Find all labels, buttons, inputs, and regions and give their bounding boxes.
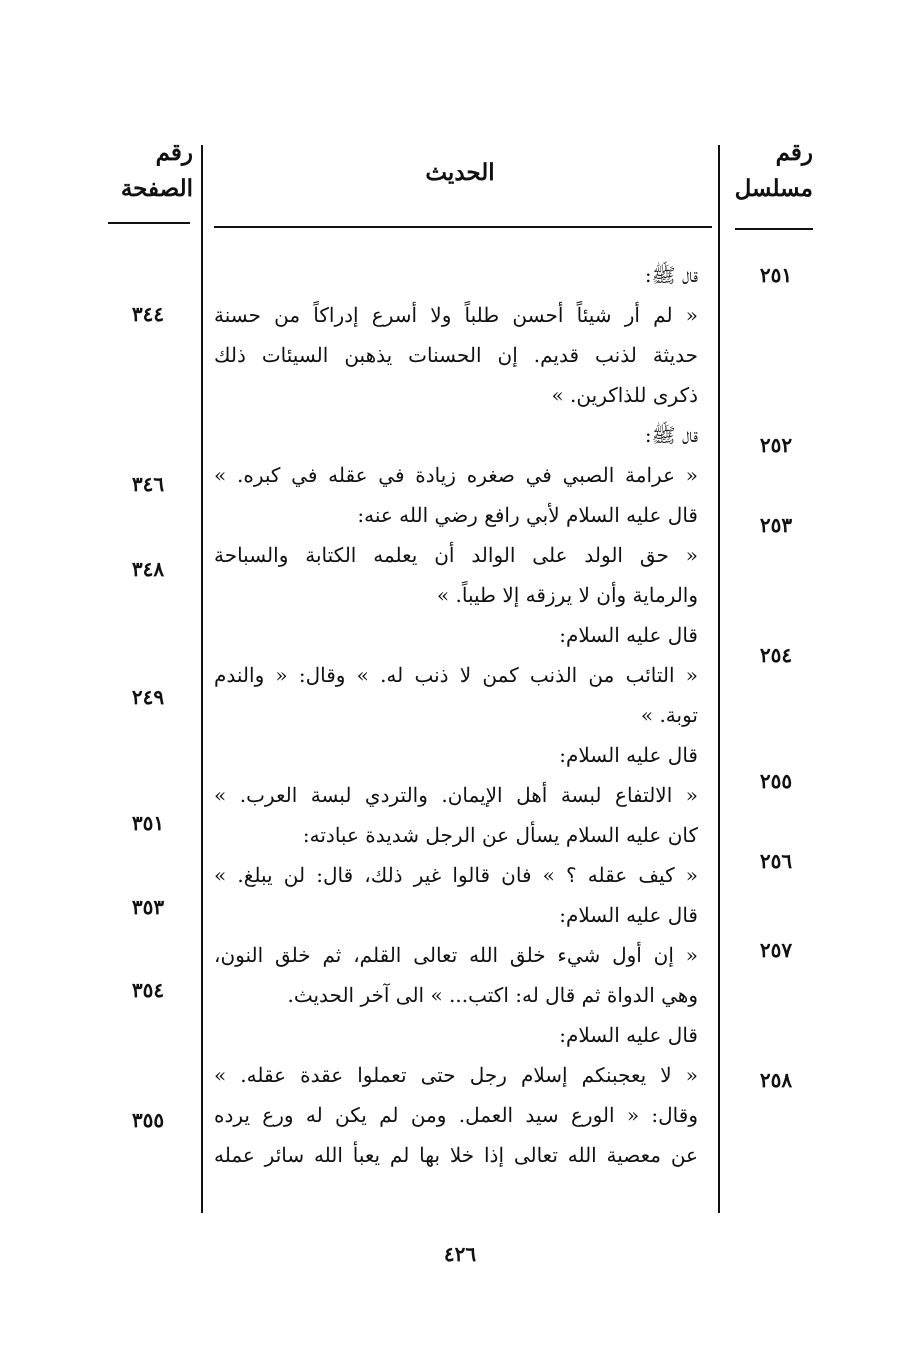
header-rule-hadith [214,226,712,228]
hadith-line: عن معصية الله تعالى إذا خلا بها لم يعبأ الله سائر عمله [214,1143,698,1167]
hadith-line: والرماية وأن لا يرزقه إلا طيباً. » [436,583,698,607]
serial-header-line1: رقم [775,139,813,166]
page-footer-number: ٤٢٦ [443,1242,477,1266]
hadith-text-column [214,255,698,1175]
page-header-line1: رقم [155,139,193,166]
page-header-line2: الصفحة [120,175,193,202]
serial-number-header [733,135,813,207]
page-number: ٣٤٨ [131,557,165,581]
hadith-line: « عرامة الصبي في صغره زيادة في عقله في كبره. » [214,463,698,487]
column-divider-left [201,145,203,1213]
hadith-line: قال ﷺ: [644,263,698,287]
hadith-line: قال عليه السلام: [559,903,698,927]
hadith-line: « الالتفاع لبسة أهل الإيمان. والتردي لبسة العرب. » [214,783,698,807]
serial-number: ٢٥٧ [759,938,793,962]
hadith-line: « التائب من الذنب كمن لا ذنب له. » وقال: « والندم [214,663,698,687]
page-number: ٣٥٤ [131,978,165,1002]
hadith-line: « لا يعجبنكم إسلام رجل حتى تعملوا عقدة عقله. » [214,1063,698,1087]
hadith-line: ذكرى للذاكرين. » [551,383,698,407]
serial-number: ٢٥٤ [759,643,793,667]
hadith-line: « لم أر شيئاً أحسن طلباً ولا أسرع إدراكاً من حسنة [214,303,698,327]
page-number: ٣٥١ [131,811,165,835]
page-number: ٣٤٦ [131,472,165,496]
page-number-header [108,135,193,207]
hadith-line: قال عليه السلام لأبي رافع رضي الله عنه: [357,503,698,527]
serial-header-line2: مسلسل [734,175,813,202]
serial-number: ٢٥٢ [759,433,793,457]
header-rule-page [108,222,190,224]
serial-number: ٢٥١ [759,263,793,287]
hadith-header: الحديث [425,159,495,186]
hadith-line: قال عليه السلام: [559,623,698,647]
serial-number: ٢٥٣ [759,513,793,537]
page-number: ٣٥٥ [131,1108,165,1132]
hadith-line: « كيف عقله ؟ » فان قالوا غير ذلك، قال: لن يبلغ. » [214,863,698,887]
hadith-line: « حق الولد على الوالد أن يعلمه الكتابة والسباحة [214,543,698,567]
hadith-line: « إن أول شيء خلق الله تعالى القلم، ثم خلق النون، [214,943,698,967]
column-divider-right [718,145,720,1213]
header-rule-serial [735,228,813,230]
hadith-line: حديثة لذنب قديم. إن الحسنات يذهبن السيئات ذلك [214,343,698,367]
serial-number: ٢٥٨ [759,1068,793,1092]
hadith-line: وهي الدواة ثم قال له: اكتب... » الى آخر الحديث. [287,983,698,1007]
hadith-line: كان عليه السلام يسأل عن الرجل شديدة عبادته: [302,823,698,847]
serial-number: ٢٥٦ [759,849,793,873]
hadith-line: قال عليه السلام: [559,743,698,767]
serial-number: ٢٥٥ [759,769,793,793]
page-number: ٣٥٣ [131,895,165,919]
page-number: ٢٤٩ [131,685,165,709]
hadith-line: قال عليه السلام: [559,1023,698,1047]
hadith-line: قال ﷺ: [644,423,698,447]
hadith-line: وقال: « الورع سيد العمل. ومن لم يكن له ورع يرده [214,1103,698,1127]
hadith-line: توبة. » [640,703,698,727]
page-number: ٣٤٤ [131,302,165,326]
